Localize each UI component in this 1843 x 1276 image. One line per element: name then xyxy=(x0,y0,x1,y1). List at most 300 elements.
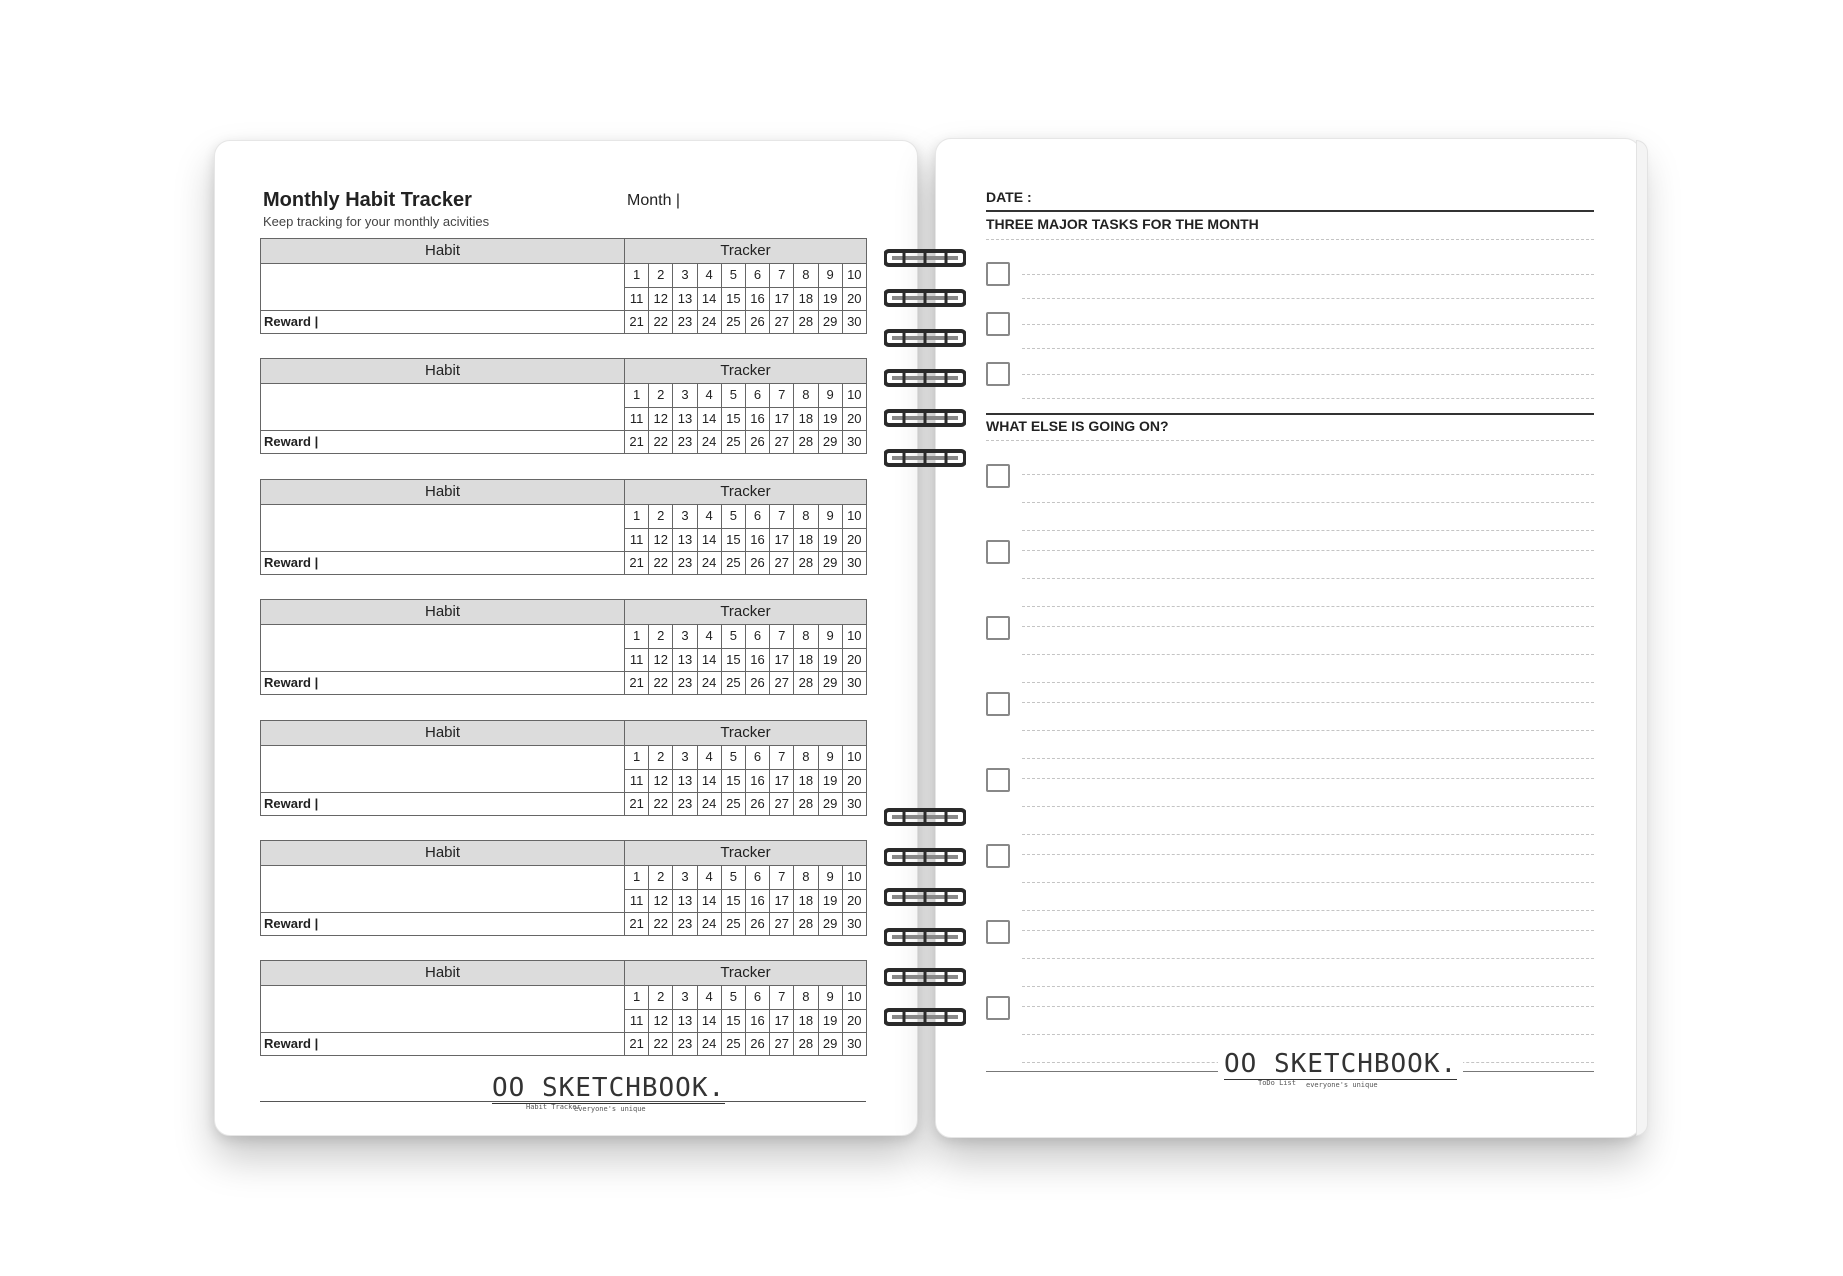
day-cell[interactable]: 8 xyxy=(794,746,818,769)
writing-line xyxy=(1022,758,1594,759)
section-title-major-tasks: THREE MAJOR TASKS FOR THE MONTH xyxy=(986,216,1259,232)
day-cell[interactable]: 22 xyxy=(649,551,673,574)
day-cell[interactable]: 30 xyxy=(842,912,866,935)
day-cell[interactable]: 25 xyxy=(721,310,745,333)
writing-line xyxy=(1022,626,1594,627)
day-cell[interactable]: 10 xyxy=(842,746,866,769)
day-cell[interactable]: 21 xyxy=(625,912,649,935)
day-cell[interactable]: 1 xyxy=(625,746,649,769)
day-cell[interactable]: 30 xyxy=(842,671,866,694)
logo-mark: OO SKETCHBOOK. xyxy=(492,1073,726,1103)
day-cell[interactable]: 4 xyxy=(697,625,721,648)
task-checkbox[interactable] xyxy=(986,920,1010,944)
day-cell[interactable]: 18 xyxy=(794,889,818,912)
day-cell[interactable]: 1 xyxy=(625,264,649,287)
day-cell[interactable]: 26 xyxy=(745,430,769,453)
day-cell[interactable]: 16 xyxy=(745,769,769,792)
habit-tracker-table xyxy=(260,840,867,936)
day-cell[interactable]: 9 xyxy=(818,505,842,528)
day-cell[interactable]: 5 xyxy=(721,505,745,528)
day-cell[interactable]: 26 xyxy=(745,912,769,935)
day-cell[interactable]: 30 xyxy=(842,792,866,815)
day-cell[interactable]: 22 xyxy=(649,792,673,815)
habit-input[interactable] xyxy=(261,505,625,551)
writing-line xyxy=(1022,702,1594,703)
spiral-ring xyxy=(884,1008,966,1026)
day-cell[interactable]: 6 xyxy=(745,866,769,889)
habit-tracker-table xyxy=(260,238,867,334)
spiral-ring xyxy=(884,888,966,906)
habit-header: Habit xyxy=(261,721,625,746)
logo-caption: Habit Tracker xyxy=(526,1103,581,1111)
day-cell[interactable]: 14 xyxy=(697,407,721,430)
day-cell[interactable]: 19 xyxy=(818,1009,842,1032)
day-cell[interactable]: 12 xyxy=(649,287,673,310)
tracker-header: Tracker xyxy=(625,961,867,986)
day-cell[interactable]: 5 xyxy=(721,746,745,769)
day-cell[interactable]: 12 xyxy=(649,648,673,671)
day-cell[interactable]: 27 xyxy=(770,671,794,694)
day-cell[interactable]: 13 xyxy=(673,528,697,551)
day-cell[interactable]: 10 xyxy=(842,505,866,528)
habit-tracker-table xyxy=(260,479,867,575)
day-cell[interactable]: 17 xyxy=(770,287,794,310)
day-cell[interactable]: 7 xyxy=(770,986,794,1009)
day-cell[interactable]: 5 xyxy=(721,986,745,1009)
habit-header: Habit xyxy=(261,600,625,625)
day-cell[interactable]: 21 xyxy=(625,310,649,333)
day-cell[interactable]: 8 xyxy=(794,384,818,407)
day-cell[interactable]: 8 xyxy=(794,505,818,528)
day-cell[interactable]: 14 xyxy=(697,1009,721,1032)
day-cell[interactable]: 9 xyxy=(818,746,842,769)
day-cell[interactable]: 27 xyxy=(770,912,794,935)
day-cell[interactable]: 21 xyxy=(625,551,649,574)
day-cell[interactable]: 20 xyxy=(842,769,866,792)
day-cell[interactable]: 11 xyxy=(625,648,649,671)
day-cell[interactable]: 22 xyxy=(649,912,673,935)
spiral-ring xyxy=(884,928,966,946)
date-underline xyxy=(986,210,1594,212)
day-cell[interactable]: 15 xyxy=(721,287,745,310)
day-cell[interactable]: 25 xyxy=(721,912,745,935)
day-cell[interactable]: 3 xyxy=(673,264,697,287)
day-cell[interactable]: 6 xyxy=(745,986,769,1009)
day-cell[interactable]: 4 xyxy=(697,384,721,407)
day-cell[interactable]: 6 xyxy=(745,264,769,287)
day-cell[interactable]: 13 xyxy=(673,769,697,792)
writing-line xyxy=(1022,274,1594,275)
writing-line xyxy=(1022,854,1594,855)
day-cell[interactable]: 10 xyxy=(842,866,866,889)
day-cell[interactable]: 4 xyxy=(697,986,721,1009)
day-cell[interactable]: 30 xyxy=(842,551,866,574)
day-cell[interactable]: 13 xyxy=(673,287,697,310)
day-cell[interactable]: 15 xyxy=(721,648,745,671)
day-cell[interactable]: 26 xyxy=(745,551,769,574)
day-cell[interactable]: 14 xyxy=(697,528,721,551)
day-cell[interactable]: 19 xyxy=(818,889,842,912)
writing-line xyxy=(1022,398,1594,399)
day-cell[interactable]: 17 xyxy=(770,769,794,792)
day-cell[interactable]: 29 xyxy=(818,912,842,935)
habit-tracker-table xyxy=(260,960,867,1056)
day-cell[interactable]: 10 xyxy=(842,384,866,407)
day-cell[interactable]: 8 xyxy=(794,986,818,1009)
habit-input[interactable] xyxy=(261,625,625,671)
writing-line xyxy=(1022,778,1594,779)
day-cell[interactable]: 27 xyxy=(770,1032,794,1055)
reward-label: Reward | xyxy=(261,430,625,453)
day-cell[interactable]: 16 xyxy=(745,889,769,912)
day-cell[interactable]: 19 xyxy=(818,769,842,792)
day-cell[interactable]: 22 xyxy=(649,430,673,453)
day-cell[interactable]: 2 xyxy=(649,866,673,889)
day-cell[interactable]: 6 xyxy=(745,746,769,769)
day-cell[interactable]: 14 xyxy=(697,769,721,792)
day-cell[interactable]: 4 xyxy=(697,866,721,889)
habit-tracker-table xyxy=(260,599,867,695)
day-cell[interactable]: 11 xyxy=(625,528,649,551)
day-cell[interactable]: 3 xyxy=(673,505,697,528)
day-cell[interactable]: 18 xyxy=(794,528,818,551)
writing-line xyxy=(1022,834,1594,835)
sketchbook-logo-right xyxy=(1218,1049,1463,1089)
day-cell[interactable]: 18 xyxy=(794,648,818,671)
day-cell[interactable]: 12 xyxy=(649,889,673,912)
day-cell[interactable]: 17 xyxy=(770,889,794,912)
task-checkbox[interactable] xyxy=(986,540,1010,564)
day-cell[interactable]: 2 xyxy=(649,384,673,407)
day-cell[interactable]: 10 xyxy=(842,986,866,1009)
page-title: Monthly Habit Tracker xyxy=(263,189,472,211)
day-cell[interactable]: 15 xyxy=(721,769,745,792)
day-cell[interactable]: 23 xyxy=(673,912,697,935)
day-cell[interactable]: 2 xyxy=(649,505,673,528)
day-cell[interactable]: 28 xyxy=(794,912,818,935)
day-cell[interactable]: 28 xyxy=(794,792,818,815)
spiral-ring xyxy=(884,329,966,347)
day-cell[interactable]: 11 xyxy=(625,1009,649,1032)
day-cell[interactable]: 20 xyxy=(842,528,866,551)
day-cell[interactable]: 4 xyxy=(697,746,721,769)
day-cell[interactable]: 18 xyxy=(794,769,818,792)
task-checkbox[interactable] xyxy=(986,768,1010,792)
habit-input[interactable] xyxy=(261,264,625,310)
day-cell[interactable]: 5 xyxy=(721,384,745,407)
day-cell[interactable]: 27 xyxy=(770,792,794,815)
day-cell[interactable]: 8 xyxy=(794,625,818,648)
day-cell[interactable]: 19 xyxy=(818,528,842,551)
day-cell[interactable]: 12 xyxy=(649,769,673,792)
writing-line xyxy=(1022,502,1594,503)
day-cell[interactable]: 30 xyxy=(842,1032,866,1055)
day-cell[interactable]: 28 xyxy=(794,671,818,694)
day-cell[interactable]: 29 xyxy=(818,310,842,333)
habit-input[interactable] xyxy=(261,866,625,912)
day-cell[interactable]: 4 xyxy=(697,264,721,287)
day-cell[interactable]: 24 xyxy=(697,310,721,333)
day-cell[interactable]: 9 xyxy=(818,264,842,287)
task-checkbox[interactable] xyxy=(986,616,1010,640)
day-cell[interactable]: 18 xyxy=(794,287,818,310)
writing-line xyxy=(1022,578,1594,579)
day-cell[interactable]: 24 xyxy=(697,671,721,694)
day-cell[interactable]: 24 xyxy=(697,1032,721,1055)
day-cell[interactable]: 21 xyxy=(625,792,649,815)
reward-label: Reward | xyxy=(261,792,625,815)
spiral-ring xyxy=(884,249,966,267)
day-cell[interactable]: 29 xyxy=(818,430,842,453)
day-cell[interactable]: 17 xyxy=(770,528,794,551)
day-cell[interactable]: 6 xyxy=(745,384,769,407)
day-cell[interactable]: 1 xyxy=(625,866,649,889)
day-cell[interactable]: 20 xyxy=(842,648,866,671)
day-cell[interactable]: 13 xyxy=(673,407,697,430)
day-cell[interactable]: 22 xyxy=(649,1032,673,1055)
day-cell[interactable]: 25 xyxy=(721,551,745,574)
logo-tagline: everyone's unique xyxy=(574,1105,646,1113)
day-cell[interactable]: 25 xyxy=(721,671,745,694)
day-cell[interactable]: 1 xyxy=(625,384,649,407)
day-cell[interactable]: 9 xyxy=(818,866,842,889)
day-cell[interactable]: 1 xyxy=(625,505,649,528)
day-cell[interactable]: 28 xyxy=(794,310,818,333)
day-cell[interactable]: 2 xyxy=(649,746,673,769)
day-cell[interactable]: 22 xyxy=(649,310,673,333)
day-cell[interactable]: 13 xyxy=(673,889,697,912)
day-cell[interactable]: 18 xyxy=(794,1009,818,1032)
day-cell[interactable]: 16 xyxy=(745,407,769,430)
writing-line xyxy=(1022,348,1594,349)
day-cell[interactable]: 27 xyxy=(770,430,794,453)
day-cell[interactable]: 20 xyxy=(842,407,866,430)
day-cell[interactable]: 5 xyxy=(721,866,745,889)
day-cell[interactable]: 18 xyxy=(794,407,818,430)
day-cell[interactable]: 25 xyxy=(721,1032,745,1055)
day-cell[interactable]: 23 xyxy=(673,310,697,333)
day-cell[interactable]: 13 xyxy=(673,1009,697,1032)
page-subtitle: Keep tracking for your monthly acivities xyxy=(263,214,490,229)
logo-caption: ToDo List xyxy=(1258,1079,1296,1087)
day-cell[interactable]: 19 xyxy=(818,287,842,310)
day-cell[interactable]: 16 xyxy=(745,528,769,551)
task-checkbox[interactable] xyxy=(986,262,1010,286)
reward-label: Reward | xyxy=(261,671,625,694)
day-cell[interactable]: 29 xyxy=(818,671,842,694)
day-cell[interactable]: 17 xyxy=(770,648,794,671)
task-checkbox[interactable] xyxy=(986,464,1010,488)
date-label: DATE : xyxy=(986,189,1032,205)
task-checkbox[interactable] xyxy=(986,362,1010,386)
day-cell[interactable]: 29 xyxy=(818,1032,842,1055)
day-cell[interactable]: 3 xyxy=(673,746,697,769)
day-cell[interactable]: 23 xyxy=(673,551,697,574)
day-cell[interactable]: 20 xyxy=(842,889,866,912)
day-cell[interactable]: 5 xyxy=(721,625,745,648)
reward-label: Reward | xyxy=(261,551,625,574)
reward-label: Reward | xyxy=(261,1032,625,1055)
page-stack-edge xyxy=(1636,140,1648,1136)
writing-line xyxy=(986,440,1594,441)
spiral-ring xyxy=(884,968,966,986)
day-cell[interactable]: 24 xyxy=(697,551,721,574)
day-cell[interactable]: 14 xyxy=(697,889,721,912)
right-notebook-page xyxy=(935,138,1641,1138)
day-cell[interactable]: 23 xyxy=(673,792,697,815)
writing-line xyxy=(1022,986,1594,987)
day-cell[interactable]: 16 xyxy=(745,648,769,671)
day-cell[interactable]: 15 xyxy=(721,407,745,430)
habit-header: Habit xyxy=(261,841,625,866)
day-cell[interactable]: 2 xyxy=(649,986,673,1009)
day-cell[interactable]: 3 xyxy=(673,625,697,648)
day-cell[interactable]: 23 xyxy=(673,1032,697,1055)
day-cell[interactable]: 28 xyxy=(794,430,818,453)
day-cell[interactable]: 11 xyxy=(625,287,649,310)
day-cell[interactable]: 1 xyxy=(625,986,649,1009)
day-cell[interactable]: 3 xyxy=(673,866,697,889)
day-cell[interactable]: 21 xyxy=(625,430,649,453)
spiral-ring xyxy=(884,369,966,387)
logo-tagline: everyone's unique xyxy=(1306,1081,1378,1089)
writing-line xyxy=(1022,910,1594,911)
day-cell[interactable]: 16 xyxy=(745,287,769,310)
day-cell[interactable]: 7 xyxy=(770,384,794,407)
day-cell[interactable]: 20 xyxy=(842,1009,866,1032)
day-cell[interactable]: 11 xyxy=(625,407,649,430)
day-cell[interactable]: 25 xyxy=(721,792,745,815)
day-cell[interactable]: 19 xyxy=(818,407,842,430)
day-cell[interactable]: 30 xyxy=(842,310,866,333)
day-cell[interactable]: 16 xyxy=(745,1009,769,1032)
reward-label: Reward | xyxy=(261,310,625,333)
writing-line xyxy=(1022,806,1594,807)
writing-line xyxy=(1022,682,1594,683)
day-cell[interactable]: 30 xyxy=(842,430,866,453)
task-checkbox[interactable] xyxy=(986,312,1010,336)
day-cell[interactable]: 27 xyxy=(770,551,794,574)
day-cell[interactable]: 17 xyxy=(770,407,794,430)
writing-line xyxy=(1022,930,1594,931)
day-cell[interactable]: 17 xyxy=(770,1009,794,1032)
day-cell[interactable]: 23 xyxy=(673,671,697,694)
day-cell[interactable]: 12 xyxy=(649,528,673,551)
writing-line xyxy=(986,239,1594,240)
day-cell[interactable]: 7 xyxy=(770,625,794,648)
reward-label: Reward | xyxy=(261,912,625,935)
day-cell[interactable]: 1 xyxy=(625,625,649,648)
habit-input[interactable] xyxy=(261,746,625,792)
habit-input[interactable] xyxy=(261,384,625,430)
tracker-header: Tracker xyxy=(625,480,867,505)
writing-line xyxy=(1022,958,1594,959)
day-cell[interactable]: 6 xyxy=(745,505,769,528)
day-cell[interactable]: 27 xyxy=(770,310,794,333)
day-cell[interactable]: 11 xyxy=(625,889,649,912)
writing-line xyxy=(1022,530,1594,531)
habit-tracker-table xyxy=(260,358,867,454)
day-cell[interactable]: 3 xyxy=(673,986,697,1009)
day-cell[interactable]: 7 xyxy=(770,505,794,528)
day-cell[interactable]: 10 xyxy=(842,625,866,648)
sketchbook-logo-left xyxy=(492,1073,725,1113)
writing-line xyxy=(1022,374,1594,375)
day-cell[interactable]: 13 xyxy=(673,648,697,671)
day-cell[interactable]: 22 xyxy=(649,671,673,694)
day-cell[interactable]: 14 xyxy=(697,287,721,310)
habit-input[interactable] xyxy=(261,986,625,1032)
day-cell[interactable]: 20 xyxy=(842,287,866,310)
day-cell[interactable]: 2 xyxy=(649,264,673,287)
task-checkbox[interactable] xyxy=(986,844,1010,868)
day-cell[interactable]: 15 xyxy=(721,889,745,912)
tracker-header: Tracker xyxy=(625,600,867,625)
day-cell[interactable]: 3 xyxy=(673,384,697,407)
day-cell[interactable]: 15 xyxy=(721,1009,745,1032)
spiral-ring xyxy=(884,409,966,427)
day-cell[interactable]: 26 xyxy=(745,792,769,815)
day-cell[interactable]: 26 xyxy=(745,310,769,333)
day-cell[interactable]: 6 xyxy=(745,625,769,648)
day-cell[interactable]: 9 xyxy=(818,986,842,1009)
day-cell[interactable]: 24 xyxy=(697,792,721,815)
spiral-ring xyxy=(884,808,966,826)
habit-header: Habit xyxy=(261,961,625,986)
day-cell[interactable]: 24 xyxy=(697,912,721,935)
day-cell[interactable]: 29 xyxy=(818,551,842,574)
day-cell[interactable]: 12 xyxy=(649,407,673,430)
task-checkbox[interactable] xyxy=(986,692,1010,716)
day-cell[interactable]: 2 xyxy=(649,625,673,648)
day-cell[interactable]: 11 xyxy=(625,769,649,792)
day-cell[interactable]: 26 xyxy=(745,1032,769,1055)
day-cell[interactable]: 8 xyxy=(794,866,818,889)
tracker-header: Tracker xyxy=(625,841,867,866)
writing-line xyxy=(1022,1006,1594,1007)
day-cell[interactable]: 7 xyxy=(770,264,794,287)
day-cell[interactable]: 25 xyxy=(721,430,745,453)
day-cell[interactable]: 9 xyxy=(818,384,842,407)
day-cell[interactable]: 9 xyxy=(818,625,842,648)
day-cell[interactable]: 24 xyxy=(697,430,721,453)
writing-line xyxy=(1022,882,1594,883)
writing-line xyxy=(1022,654,1594,655)
day-cell[interactable]: 21 xyxy=(625,1032,649,1055)
day-cell[interactable]: 8 xyxy=(794,264,818,287)
day-cell[interactable]: 10 xyxy=(842,264,866,287)
day-cell[interactable]: 21 xyxy=(625,671,649,694)
day-cell[interactable]: 26 xyxy=(745,671,769,694)
writing-line xyxy=(1022,1034,1594,1035)
day-cell[interactable]: 15 xyxy=(721,528,745,551)
habit-header: Habit xyxy=(261,359,625,384)
spiral-ring xyxy=(884,449,966,467)
day-cell[interactable]: 5 xyxy=(721,264,745,287)
task-checkbox[interactable] xyxy=(986,996,1010,1020)
habit-tracker-table xyxy=(260,720,867,816)
day-cell[interactable]: 14 xyxy=(697,648,721,671)
day-cell[interactable]: 28 xyxy=(794,1032,818,1055)
day-cell[interactable]: 7 xyxy=(770,866,794,889)
day-cell[interactable]: 7 xyxy=(770,746,794,769)
day-cell[interactable]: 28 xyxy=(794,551,818,574)
day-cell[interactable]: 19 xyxy=(818,648,842,671)
day-cell[interactable]: 4 xyxy=(697,505,721,528)
day-cell[interactable]: 29 xyxy=(818,792,842,815)
day-cell[interactable]: 12 xyxy=(649,1009,673,1032)
day-cell[interactable]: 23 xyxy=(673,430,697,453)
